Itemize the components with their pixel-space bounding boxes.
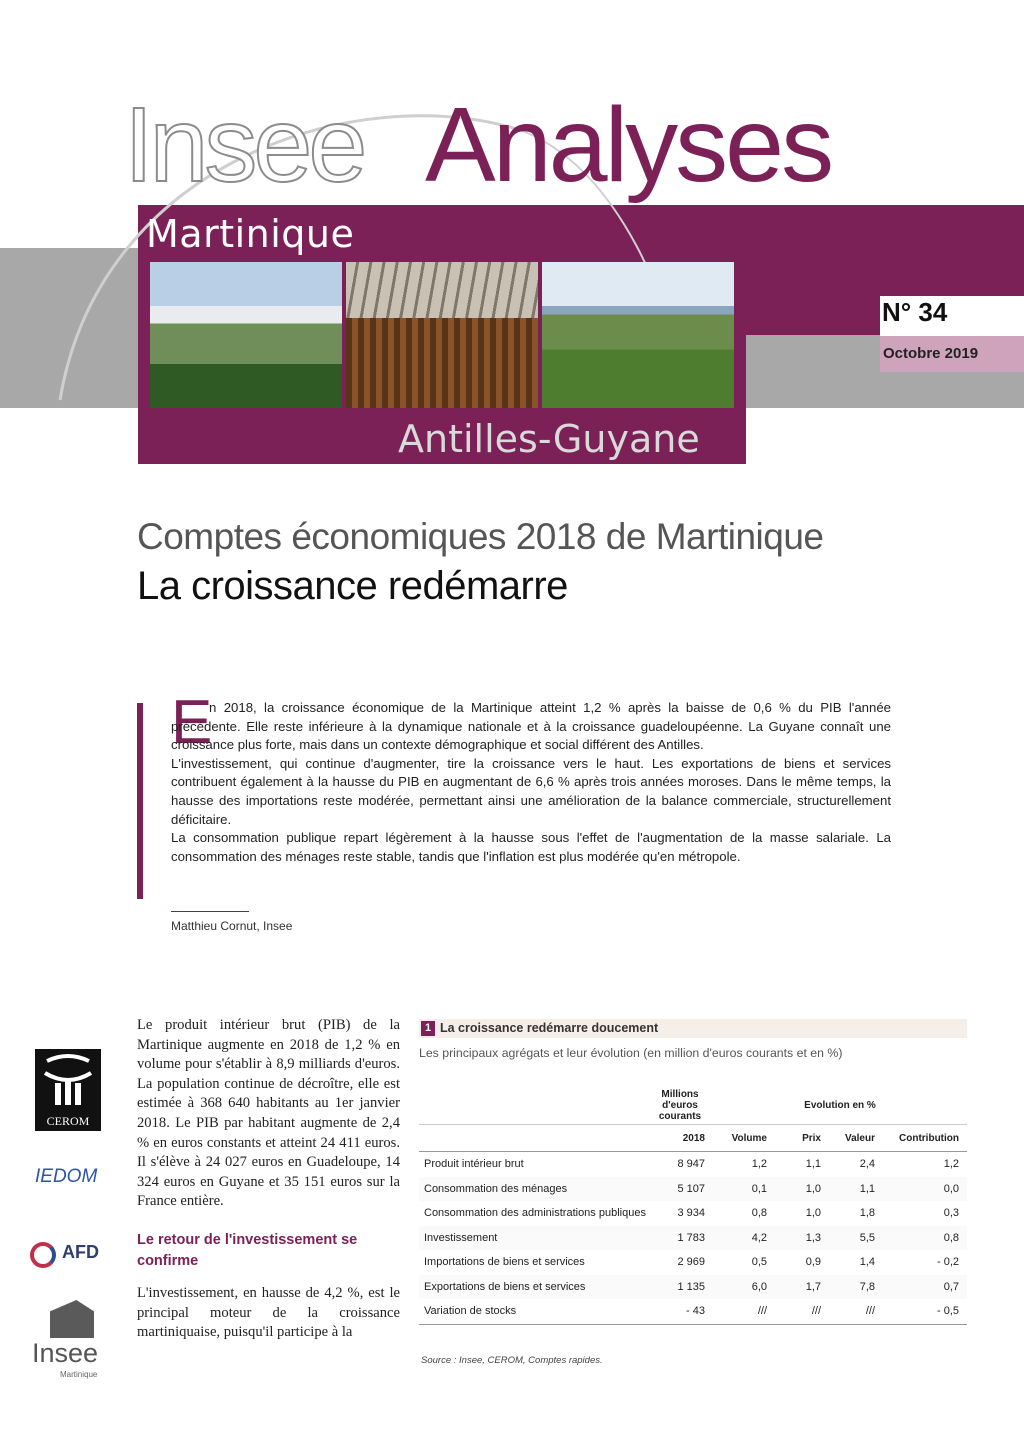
issue-date: Octobre 2019: [883, 345, 979, 362]
table-column-header: Contribution: [883, 1125, 967, 1152]
cell-value: 1,1: [829, 1177, 883, 1202]
area-label: Antilles-Guyane: [398, 417, 700, 461]
cell-price: 1,0: [805, 1207, 821, 1220]
cell-price: 0,9: [805, 1256, 821, 1269]
cell-value: 5,5: [829, 1226, 883, 1251]
cell-price: ///: [775, 1299, 829, 1324]
cell-price: 1,0: [775, 1177, 829, 1202]
cell-price: 1,1: [805, 1158, 821, 1171]
region-label: Martinique: [146, 212, 355, 256]
table-group-header-evolution: Evolution en %: [804, 1099, 876, 1111]
cell-amount: 1 135: [647, 1275, 713, 1300]
cell-contribution: - 0,5: [883, 1299, 967, 1324]
table-column-header: Volume: [713, 1125, 775, 1152]
cell-contribution: 0,7: [883, 1275, 967, 1300]
row-label: Produit intérieur brut: [424, 1158, 524, 1171]
abstract-paragraph: n 2018, la croissance économique de la Martinique atteint 1,2 % après la baisse de 0,6 % du PIB l'année précédente. Elle reste inférieure à la dynamique nationale et à la croissance guadeloupéenne. La Guyane connaît une croissance plus forte, mais dans un contexte démographique et social différent des Antilles.: [171, 700, 891, 753]
table-column-header: Valeur: [829, 1125, 883, 1152]
table-row: [419, 1226, 967, 1251]
cerom-emblem-icon: [35, 1049, 101, 1111]
table-group-header-amount: Millions d'euros courants: [658, 1088, 702, 1122]
table-row: [419, 1152, 967, 1177]
brand-analyses-wordmark: Analyses: [425, 86, 832, 204]
cell-value: 7,8: [829, 1275, 883, 1300]
photo-landscape: [542, 262, 734, 408]
table-header-blank: [419, 1086, 647, 1125]
afd-ring-icon: [30, 1242, 56, 1268]
cell-price: 1,3: [775, 1226, 829, 1251]
page-supertitle: Comptes économiques 2018 de Martinique: [137, 516, 824, 557]
author: Matthieu Cornut, Insee: [171, 919, 293, 933]
author-rule: [171, 911, 249, 912]
cell-contribution: 1,2: [943, 1158, 959, 1171]
cell-contribution: 0,0: [883, 1177, 967, 1202]
cell-amount: 1 783: [647, 1226, 713, 1251]
table-row: [419, 1299, 967, 1324]
row-label: Importations de biens et services: [424, 1256, 585, 1269]
cell-volume: 6,0: [713, 1275, 775, 1300]
cell-value: 1,8: [859, 1207, 875, 1220]
figure-title: La croissance redémarre doucement: [440, 1021, 659, 1035]
issue-number: N° 34: [882, 297, 948, 327]
cell-amount: - 43: [647, 1299, 713, 1324]
row-label: Investissement: [419, 1226, 647, 1251]
insee-logo-text: Insee: [32, 1338, 99, 1368]
section-subheading: Le retour de l'investissement se confirme: [137, 1231, 358, 1269]
insee-mark-icon: [50, 1300, 94, 1338]
photo-city: [150, 262, 342, 408]
body-column: [137, 1016, 400, 1343]
cell-volume: 0,5: [751, 1256, 767, 1269]
cell-amount: 5 107: [647, 1177, 713, 1202]
table-row: [419, 1201, 967, 1226]
abstract-paragraph: L'investissement, qui continue d'augmenter, tire la croissance vers le haut. Les exportations de biens et services contribuent également à la hausse du PIB en augmentant de 6,6 % après trois années moroses. Dans le même temps, la hausse des importations reste modérée, permettant ainsi une amélioration de la balance commerciale, structurellement déficitaire.: [171, 755, 891, 827]
table-row: [419, 1250, 967, 1275]
row-label: Consommation des ménages: [419, 1177, 647, 1202]
cell-contribution: - 0,2: [936, 1256, 959, 1269]
cerom-logo: [35, 1049, 101, 1131]
row-label: Variation de stocks: [419, 1299, 647, 1324]
insee-logo-subtext: Martinique: [60, 1370, 98, 1379]
cell-price: 1,7: [775, 1275, 829, 1300]
cell-value: 1,4: [859, 1256, 875, 1269]
abstract-paragraph: La consommation publique repart légèrement à la hausse sous l'effet de l'augmentation de la masse salariale. La consommation des ménages reste stable, tandis que l'inflation est plus modérée qu'en métropole.: [171, 830, 891, 864]
cell-amount: 3 934: [677, 1207, 705, 1220]
iedom-logo: IEDOM: [35, 1166, 98, 1187]
row-label: Exportations de biens et services: [419, 1275, 647, 1300]
cell-volume: 1,2: [751, 1158, 767, 1171]
figure-subtitle: Les principaux agrégats et leur évolution (en million d'euros courants et en %): [419, 1046, 843, 1060]
cell-amount: 8 947: [677, 1158, 705, 1171]
cell-value: 2,4: [859, 1158, 875, 1171]
abstract-drop-cap: E: [171, 688, 213, 757]
cerom-logo-text: CEROM: [46, 1114, 90, 1128]
table-row: [419, 1177, 967, 1202]
body-paragraph: Le produit intérieur brut (PIB) de la Martinique augmente en 2018 de 1,2 % en volume pour s'établir à 8,9 milliards d'euros. La population continue de décroître, elle est estimée à 368 640 habitants au 1er janvier 2018. Le PIB par habitant augmente de 2,4 % en euros constants et atteint 24 411 euros. Il s'élève à 24 027 euros en Guadeloupe, 14 324 euros en Guyane et 35 151 euros sur la France entière.: [137, 1017, 400, 1210]
cell-volume: 0,1: [713, 1177, 775, 1202]
cell-volume: 0,8: [751, 1207, 767, 1220]
aggregates-table: [419, 1086, 967, 1325]
figure-source: Source : Insee, CEROM, Comptes rapides.: [421, 1355, 603, 1366]
table-column-header: Prix: [775, 1125, 829, 1152]
abstract-accent-bar: [137, 703, 143, 899]
table-header-blank: [419, 1125, 647, 1152]
abstract: [171, 699, 891, 866]
cell-volume: 4,2: [713, 1226, 775, 1251]
cell-amount: 2 969: [677, 1256, 705, 1269]
row-label: Consommation des administrations publiques: [424, 1207, 646, 1220]
cell-contribution: 0,8: [883, 1226, 967, 1251]
cell-value: ///: [829, 1299, 883, 1324]
page-title: La croissance redémarre: [137, 564, 568, 608]
photo-market: [346, 262, 538, 408]
table-column-header: 2018: [647, 1125, 713, 1152]
afd-logo-text: AFD: [62, 1242, 99, 1262]
cell-volume: ///: [713, 1299, 775, 1324]
table-row: [419, 1275, 967, 1300]
cell-contribution: 0,3: [943, 1207, 959, 1220]
brand-insee-wordmark: Insee: [124, 86, 364, 204]
body-paragraph: L'investissement, en hausse de 4,2 %, est le principal moteur de la croissance martiniquaise, puisqu'il participe à la: [137, 1284, 400, 1341]
figure-number: 1: [421, 1021, 435, 1036]
